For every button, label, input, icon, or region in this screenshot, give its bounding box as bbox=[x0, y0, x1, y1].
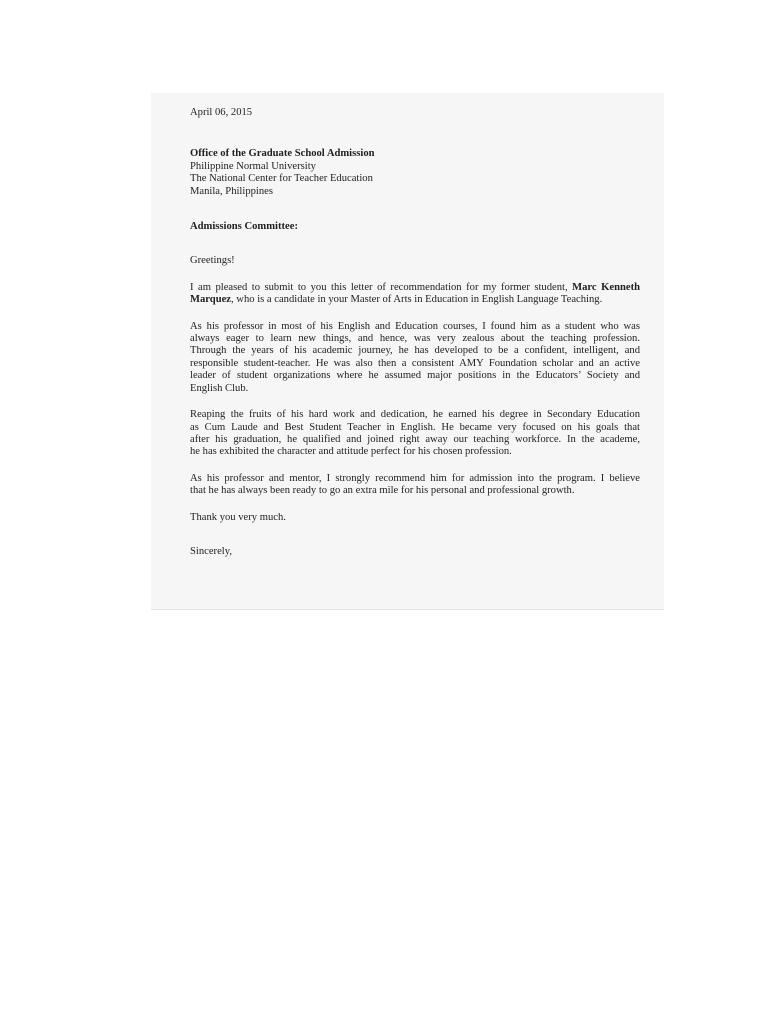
paragraph-4 bbox=[190, 473, 640, 498]
paragraph-1-line-1 bbox=[190, 282, 640, 294]
paragraph-4-line: that he has always been ready to go an extra mile for his personal and professional growth. bbox=[190, 485, 575, 497]
thanks-line: Thank you very much. bbox=[190, 511, 286, 523]
paragraph-2-line: English Club. bbox=[190, 382, 249, 394]
student-last-name: Marquez bbox=[190, 294, 231, 306]
student-first-name: Marc Kenneth bbox=[572, 281, 640, 293]
paragraph-2-line: As his professor in most of his English and Education courses, I found him as a student who was bbox=[190, 320, 640, 332]
paragraph-3 bbox=[190, 409, 640, 459]
closing-line: Sincerely, bbox=[190, 545, 232, 557]
greeting: Greetings! bbox=[190, 255, 235, 267]
paragraph-3-line: as Cum Laude and Best Student Teacher in English. He became very focused on his goals that bbox=[190, 421, 640, 433]
paragraph-2 bbox=[190, 321, 640, 395]
letter-body bbox=[190, 107, 640, 558]
paragraph-2-line: responsible student-teacher. He was also then a consistent AMY Foundation scholar and an active bbox=[190, 357, 640, 369]
paragraph-2-line: leader of student organizations where he assumed major positions in the Educators’ Society and bbox=[190, 370, 640, 382]
letter-date: April 06, 2015 bbox=[190, 107, 253, 118]
paragraph-3-line: after his graduation, he qualified and joined right away our teaching workforce. In the academe, bbox=[190, 433, 640, 445]
recipient-office: Office of the Graduate School Admission bbox=[190, 148, 375, 160]
paragraph-1-line-2 bbox=[190, 294, 640, 306]
p1-text: I am pleased to submit to you this letter of recommendation for my former student, bbox=[190, 281, 568, 293]
paragraph-1 bbox=[190, 282, 640, 307]
letter-page bbox=[151, 93, 664, 610]
recipient-line-1: Philippine Normal University bbox=[190, 160, 316, 172]
recipient-line-2: The National Center for Teacher Education bbox=[190, 173, 373, 185]
recipient-line-3: Manila, Philippines bbox=[190, 185, 273, 197]
paragraph-2-line: Through the years of his academic journey, he has developed to be a confident, intelligent, and bbox=[190, 345, 640, 357]
paragraph-3-line: he has exhibited the character and attitude perfect for his chosen profession. bbox=[190, 446, 512, 458]
p1-text-cont: , who is a candidate in your Master of Arts in Education in English Language Teaching. bbox=[231, 294, 603, 306]
paragraph-3-line: Reaping the fruits of his hard work and dedication, he earned his degree in Secondary Education bbox=[190, 409, 640, 421]
paragraph-2-line: always eager to learn new things, and hence, was very zealous about the teaching profession. bbox=[190, 333, 640, 345]
committee-salutation: Admissions Committee: bbox=[190, 221, 298, 233]
recipient-address bbox=[190, 148, 640, 198]
paragraph-4-line: As his professor and mentor, I strongly recommend him for admission into the program. I believe bbox=[190, 472, 640, 484]
